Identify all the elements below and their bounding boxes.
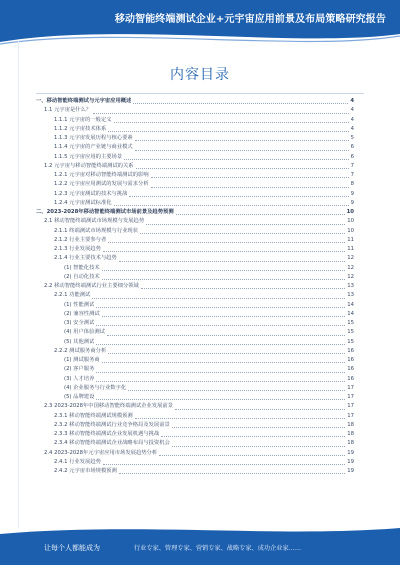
toc-entry-title: 1.2.1 元宇宙对移动智能终端测试的影响 [54,172,149,178]
toc-entry[interactable] [36,393,354,402]
toc-leader-dots [175,409,345,410]
toc-entry-title: 2.1.4 行业主要技术与趋势 [54,255,117,262]
toc-entry-title: 2.3.4 移动智能终端测试企业战略布局与投资机会 [54,440,170,447]
toc-entry-page: 6 [350,153,354,160]
toc-entry-page: 5 [350,135,354,141]
toc-entry-page: 15 [347,338,354,345]
toc-entry[interactable] [36,384,354,393]
toc-leader-dots [128,390,345,391]
toc-entry-title: (4) 企业服务与行业数字化 [64,384,127,391]
toc-leader-dots [141,288,345,289]
toc-entry-title: 一、移动智能终端测试与元宇宙应用概述 [36,98,132,104]
toc-entry-page: 17 [347,394,354,400]
toc-entry-title: 1.2.2 元宇宙应用测试的发展与需求分析 [54,181,149,188]
toc-entry-title: (1) 性能测试 [64,301,95,308]
toc-entry-title: 2.2.1 功能测试 [54,292,91,299]
toc-entry-page: 8 [350,181,354,188]
toc-leader-dots [136,168,349,169]
toc-entry-page: 14 [347,301,354,308]
toc-entry-title: (4) 用户体验测试 [64,329,105,336]
toc-entry-page: 16 [347,357,354,363]
toc-entry[interactable] [36,254,354,263]
toc-leader-dots [93,113,348,114]
toc-leader-dots [135,418,346,419]
toc-entry[interactable] [36,190,354,199]
toc-entry-page: 4 [350,116,354,123]
toc-entry[interactable] [36,347,354,356]
toc-entry[interactable] [36,180,354,189]
toc-entry-title: (1) 测试服务商 [64,357,100,363]
toc-entry-title: (2) 兼容性测试 [64,310,100,317]
toc-entry-title: (2) 自动化技术 [64,273,100,280]
toc-entry-page: 4 [350,125,354,132]
toc-leader-dots [135,140,349,141]
toc-entry-page: 13 [347,283,354,289]
toc-entry[interactable] [36,310,354,319]
toc-entry-title: 1.1.1 元宇宙的一般定义 [54,116,112,123]
toc-entry-page: 12 [347,255,354,262]
toc-leader-dots [172,446,345,447]
toc-leader-dots [172,427,345,428]
toc-entry-page: 6 [350,144,354,151]
toc-entry-page: 16 [347,366,354,373]
toc-entry-page: 9 [350,190,354,197]
toc-entry-title: 1.1 元宇宙是什么？ [44,107,92,114]
toc-entry-title: 2.1.3 行业发展趋势 [54,246,101,252]
toc-leader-dots [96,381,345,382]
toc-entry[interactable] [36,116,354,125]
toc-entry[interactable] [36,97,354,106]
toc-entry[interactable] [36,375,354,384]
toc-entry-page: 19 [347,468,354,474]
toc-entry-title: 2.3 2023-2028年中国移动智能终端测试企业发展前景 [44,403,174,410]
toc-entry-title: (2) 客户服务 [64,366,95,373]
toc-entry-page: 16 [347,375,354,382]
toc-entry[interactable] [36,217,354,226]
toc-entry-title: 1.1.2 元宇宙技术体系 [54,125,107,132]
toc-entry-page: 19 [347,449,354,456]
toc-entry-page: 15 [347,320,354,326]
footer-roles: 行业专家、管理专家、营销专家、战略专家、成功企业家…… [134,545,302,552]
toc-entry-title: 1.1.5 元宇宙应用的主要场景 [54,153,123,160]
toc-entry-title: 2.3.3 移动智能终端测试企业发展机遇与挑战 [54,431,160,437]
toc-entry-page: 18 [347,440,354,447]
footer-slogan: 让每个人都能成为 [44,544,100,552]
table-of-contents [36,97,354,476]
toc-entry-title: 2.2 移动智能终端测试行业主要细分领域 [44,283,139,289]
toc-entry-page: 14 [347,310,354,317]
toc-entry-page: 15 [347,329,354,336]
toc-entry[interactable] [36,236,354,245]
toc-leader-dots [96,399,345,400]
report-title: 移动智能终端测试企业+元宇宙应用前景及布局策略研究报告 [114,14,386,25]
toc-entry[interactable] [36,365,354,374]
toc-entry[interactable] [36,273,354,282]
toc-leader-dots [102,362,346,363]
toc-entry-title: (1) 智能化技术 [64,264,100,271]
toc-heading: 内容目录 [170,67,230,83]
toc-entry-title: 1.2 元宇宙与移动智能终端测试的关系 [44,162,134,169]
toc-leader-dots [108,242,345,243]
toc-entry[interactable] [36,227,354,236]
toc-entry-title: 1.1.3 元宇宙发展历程与核心要素 [54,135,133,141]
toc-entry-page: 7 [350,172,354,178]
toc-leader-dots [96,344,345,345]
toc-leader-dots [96,307,345,308]
toc-leader-dots [176,214,345,215]
toc-entry-page: 10 [347,227,354,234]
toc-entry-page: 11 [347,246,354,252]
toc-leader-dots [129,196,348,197]
toc-leader-dots [119,473,345,474]
toc-entry-title: 二、2023-2028年移动智能终端测试市场前景及趋势预测 [36,209,174,215]
toc-entry[interactable] [36,199,354,208]
toc-entry[interactable] [36,328,354,337]
toc-entry[interactable] [36,430,354,439]
toc-entry-page: 17 [347,403,354,410]
toc-entry-title: (5) 品牌建设 [64,394,95,400]
toc-entry-title: 2.1.1 终端测试市场规模与行业现状 [54,227,139,234]
toc-entry-page: 7 [350,162,354,169]
toc-entry-page: 17 [347,384,354,391]
toc-entry[interactable] [36,134,354,143]
toc-leader-dots [96,325,345,326]
toc-leader-dots [102,270,346,271]
toc-leader-dots [133,103,348,104]
toc-entry[interactable] [36,402,354,411]
toc-entry-title: 2.1.2 行业主要参与者 [54,236,107,243]
toc-entry-page: 9 [350,199,354,206]
toc-leader-dots [92,298,345,299]
toc-entry-page: 18 [347,431,354,437]
toc-leader-dots [124,159,348,160]
toc-leader-dots [159,455,345,456]
toc-entry[interactable] [36,153,354,162]
toc-leader-dots [151,187,349,188]
toc-entry-page: 17 [347,412,354,419]
toc-entry-title: 1.2.4 元宇宙测试标准化 [54,199,112,206]
toc-entry[interactable] [36,143,354,152]
toc-entry-title: (5) 其他测试 [64,338,95,345]
toc-entry-page: 4 [350,98,354,104]
toc-entry-title: 2.4.2 元宇宙市场规模预测 [54,468,117,474]
toc-entry[interactable] [36,338,354,347]
toc-leader-dots [146,224,345,225]
toc-entry[interactable] [36,467,354,476]
toc-entry[interactable] [36,264,354,273]
toc-entry[interactable] [36,245,354,254]
toc-entry-page: 19 [347,458,354,465]
toc-leader-dots [96,372,345,373]
margin-line [18,40,19,528]
toc-entry-title: 1.1.4 元宇宙的产业链与商业模式 [54,144,133,151]
toc-entry[interactable] [36,439,354,448]
toc-entry[interactable] [36,106,354,115]
toc-entry-page: 4 [350,107,354,114]
toc-entry-title: 2.2.2 测试服务商分析 [54,347,107,354]
toc-leader-dots [140,233,345,234]
toc-leader-dots [151,177,349,178]
toc-entry[interactable] [36,291,354,300]
toc-entry-page: 12 [347,264,354,271]
toc-entry-title: 2.4.1 行业发展趋势 [54,458,101,465]
toc-leader-dots [108,353,345,354]
toc-entry-title: 2.1 移动智能终端测试市场规模与发展趋势 [44,218,145,225]
toc-entry-title: 2.4 2023-2028年元宇宙应用市场发展趋势分析 [44,449,158,456]
toc-entry[interactable] [36,282,354,291]
toc-entry-page: 10 [347,218,354,225]
toc-leader-dots [102,279,346,280]
toc-leader-dots [114,205,349,206]
toc-entry[interactable] [36,162,354,171]
toc-entry-page: 18 [347,421,354,428]
toc-entry[interactable] [36,301,354,310]
toc-entry[interactable] [36,356,354,365]
toc-entry-title: (3) 人才培养 [64,375,95,382]
toc-leader-dots [108,131,348,132]
toc-entry-title: 2.3.2 移动智能终端测试行业竞争格局及发展前景 [54,421,170,428]
toc-entry-page: 10 [346,209,354,215]
header-wave-decoration [0,26,400,54]
toc-entry[interactable] [36,208,354,217]
toc-leader-dots [114,122,349,123]
toc-leader-dots [107,335,345,336]
toc-entry-title: 2.3.1 移动智能终端测试规模预测 [54,412,133,419]
toc-leader-dots [102,316,346,317]
toc-leader-dots [103,251,345,252]
toc-entry[interactable] [36,125,354,134]
toc-entry-page: 13 [347,292,354,299]
toc-divider [36,93,364,94]
toc-leader-dots [119,261,345,262]
toc-entry-page: 16 [347,347,354,354]
toc-entry[interactable] [36,171,354,180]
toc-entry[interactable] [36,319,354,328]
toc-leader-dots [135,150,349,151]
toc-entry[interactable] [36,458,354,467]
toc-entry[interactable] [36,421,354,430]
toc-leader-dots [103,464,345,465]
toc-entry[interactable] [36,412,354,421]
toc-leader-dots [161,436,345,437]
toc-entry-title: (3) 安全测试 [64,320,95,326]
toc-entry-page: 12 [347,273,354,280]
toc-entry-page: 11 [347,236,354,243]
toc-entry-title: 1.2.3 元宇宙测试的技术与挑战 [54,190,128,197]
toc-entry[interactable] [36,449,354,458]
